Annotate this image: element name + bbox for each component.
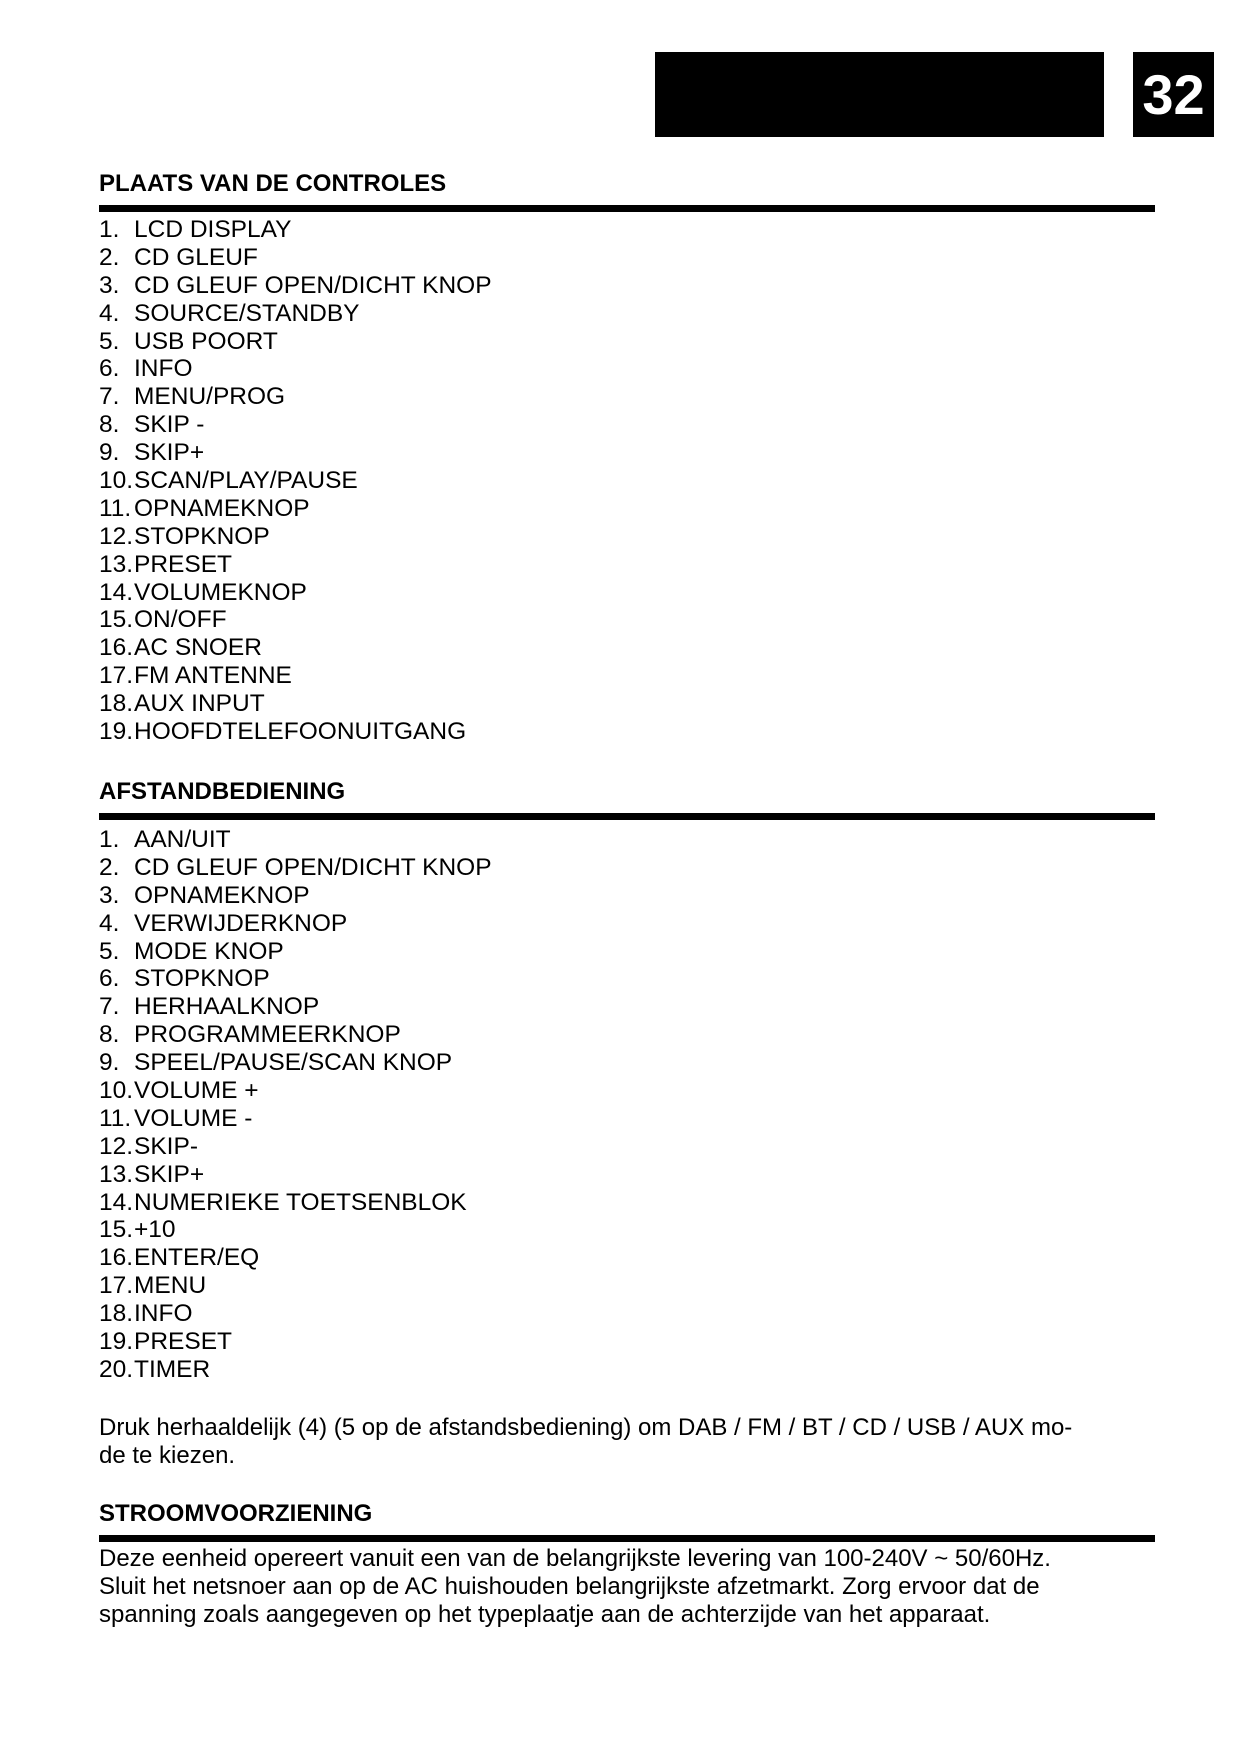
item-number: 16. xyxy=(99,634,134,662)
item-label: SOURCE/STANDBY xyxy=(134,299,360,327)
list-item xyxy=(99,1077,492,1105)
list-item xyxy=(99,551,492,579)
list-item xyxy=(99,634,492,662)
item-label: SCAN/PLAY/PAUSE xyxy=(134,467,358,495)
item-number: 15. xyxy=(99,606,134,634)
item-label: AUX INPUT xyxy=(134,690,265,718)
item-number: 12. xyxy=(99,522,134,550)
item-label: ENTER/EQ xyxy=(134,1244,260,1272)
item-number: 6. xyxy=(99,965,120,993)
item-label: AC SNOER xyxy=(134,634,262,662)
item-label: OPNAMEKNOP xyxy=(134,881,310,909)
page-number: 32 xyxy=(1133,52,1214,137)
section-rule xyxy=(99,813,1155,820)
list-item xyxy=(99,826,492,854)
item-label: NUMERIEKE TOETSENBLOK xyxy=(134,1188,467,1216)
list-item xyxy=(99,328,492,356)
item-number: 5. xyxy=(99,327,120,355)
list-item xyxy=(99,216,492,244)
section-power xyxy=(99,1500,1155,1542)
item-label: SKIP- xyxy=(134,1132,198,1160)
list-item xyxy=(99,938,492,966)
list-item xyxy=(99,662,492,690)
list-item xyxy=(99,1105,492,1133)
item-label: PROGRAMMEERKNOP xyxy=(134,1021,401,1049)
controls-list xyxy=(99,216,492,746)
item-label: LCD DISPLAY xyxy=(134,216,292,243)
list-item xyxy=(99,1272,492,1300)
item-number: 19. xyxy=(99,718,134,746)
item-number: 10. xyxy=(99,467,134,495)
list-item xyxy=(99,718,492,746)
list-item xyxy=(99,411,492,439)
item-label: PRESET xyxy=(134,550,233,578)
list-item xyxy=(99,690,492,718)
item-number: 16. xyxy=(99,1244,134,1272)
remote-list xyxy=(99,826,492,1384)
item-number: 15. xyxy=(99,1216,134,1244)
item-label: HERHAALKNOP xyxy=(134,993,320,1021)
list-item xyxy=(99,1356,492,1384)
item-number: 8. xyxy=(99,1021,120,1049)
item-label: VOLUMEKNOP xyxy=(134,578,307,606)
item-number: 2. xyxy=(99,853,120,881)
list-item xyxy=(99,467,492,495)
item-number: 3. xyxy=(99,881,120,909)
list-item xyxy=(99,272,492,300)
item-number: 6. xyxy=(99,355,120,383)
list-item xyxy=(99,523,492,551)
item-number: 20. xyxy=(99,1355,134,1383)
list-item xyxy=(99,1189,492,1217)
item-label: ON/OFF xyxy=(134,606,227,634)
item-label: STOPKNOP xyxy=(134,965,270,993)
item-number: 2. xyxy=(99,243,120,271)
list-item xyxy=(99,1244,492,1272)
list-item xyxy=(99,993,492,1021)
item-number: 17. xyxy=(99,662,134,690)
list-item xyxy=(99,854,492,882)
list-item xyxy=(99,355,492,383)
list-item xyxy=(99,1300,492,1328)
list-item xyxy=(99,1216,492,1244)
item-number: 3. xyxy=(99,271,120,299)
section-title-power: STROOMVOORZIENING xyxy=(99,1500,373,1527)
item-label: SKIP+ xyxy=(134,1160,205,1188)
item-label: TIMER xyxy=(134,1355,211,1383)
list-item xyxy=(99,244,492,272)
item-number: 4. xyxy=(99,909,120,937)
item-label: SKIP - xyxy=(134,411,205,439)
item-label: HOOFDTELEFOONUITGANG xyxy=(134,718,467,746)
power-text: Deze eenheid opereert vanuit een van de belangrijkste levering van 100-240V ~ 50/60Hz. Sluit het netsnoer aan op de AC huishouden belangrijkste afzetmarkt. Zorg ervoor dat de spanning zoals aangegeven op het typeplaatje aan de achterzijde van het apparaat. xyxy=(99,1545,1051,1628)
item-label: INFO xyxy=(134,1300,193,1328)
list-item xyxy=(99,1021,492,1049)
item-number: 1. xyxy=(99,216,120,243)
section-title-remote: AFSTANDBEDIENING xyxy=(99,778,346,805)
item-number: 8. xyxy=(99,411,120,439)
item-number: 19. xyxy=(99,1328,134,1356)
item-label: CD GLEUF OPEN/DICHT KNOP xyxy=(134,853,492,881)
item-number: 9. xyxy=(99,1049,120,1077)
item-label: SPEEL/PAUSE/SCAN KNOP xyxy=(134,1049,453,1077)
list-item xyxy=(99,882,492,910)
item-label: AAN/UIT xyxy=(134,826,231,853)
item-number: 7. xyxy=(99,383,120,411)
item-label: USB POORT xyxy=(134,327,278,355)
item-label: VOLUME - xyxy=(134,1104,253,1132)
mode-instruction: Druk herhaaldelijk (4) (5 op de afstandsbediening) om DAB / FM / BT / CD / USB / AUX mo- de te kiezen. xyxy=(99,1414,1073,1469)
item-number: 5. xyxy=(99,937,120,965)
item-label: OPNAMEKNOP xyxy=(134,494,310,522)
item-number: 1. xyxy=(99,826,120,853)
item-number: 14. xyxy=(99,578,134,606)
item-number: 7. xyxy=(99,993,120,1021)
item-number: 11. xyxy=(99,494,132,522)
item-number: 9. xyxy=(99,439,120,467)
item-label: MENU/PROG xyxy=(134,383,286,411)
item-number: 13. xyxy=(99,1160,134,1188)
list-item xyxy=(99,1049,492,1077)
item-label: CD GLEUF xyxy=(134,243,258,271)
list-item xyxy=(99,579,492,607)
list-item xyxy=(99,1328,492,1356)
section-rule xyxy=(99,205,1155,212)
item-label: INFO xyxy=(134,355,193,383)
item-label: FM ANTENNE xyxy=(134,662,292,690)
item-label: STOPKNOP xyxy=(134,522,270,550)
item-label: CD GLEUF OPEN/DICHT KNOP xyxy=(134,271,492,299)
item-label: VERWIJDERKNOP xyxy=(134,909,348,937)
list-item xyxy=(99,495,492,523)
item-label: SKIP+ xyxy=(134,439,205,467)
item-number: 18. xyxy=(99,1300,134,1328)
list-item xyxy=(99,439,492,467)
list-item xyxy=(99,1161,492,1189)
section-remote xyxy=(99,778,1155,820)
section-rule xyxy=(99,1535,1155,1542)
item-label: MODE KNOP xyxy=(134,937,284,965)
item-number: 18. xyxy=(99,690,134,718)
item-label: MENU xyxy=(134,1272,207,1300)
list-item xyxy=(99,383,492,411)
item-number: 11. xyxy=(99,1104,132,1132)
list-item xyxy=(99,1133,492,1161)
item-label: PRESET xyxy=(134,1328,233,1356)
item-number: 12. xyxy=(99,1132,134,1160)
item-number: 13. xyxy=(99,550,134,578)
header-bar xyxy=(655,52,1104,137)
item-label: VOLUME + xyxy=(134,1077,259,1105)
section-controls xyxy=(99,170,1155,212)
list-item xyxy=(99,606,492,634)
list-item xyxy=(99,910,492,938)
section-title-controls: PLAATS VAN DE CONTROLES xyxy=(99,170,447,197)
item-number: 4. xyxy=(99,299,120,327)
item-number: 14. xyxy=(99,1188,134,1216)
list-item xyxy=(99,965,492,993)
list-item xyxy=(99,300,492,328)
item-number: 17. xyxy=(99,1272,134,1300)
item-number: 10. xyxy=(99,1077,134,1105)
item-label: +10 xyxy=(134,1216,176,1244)
